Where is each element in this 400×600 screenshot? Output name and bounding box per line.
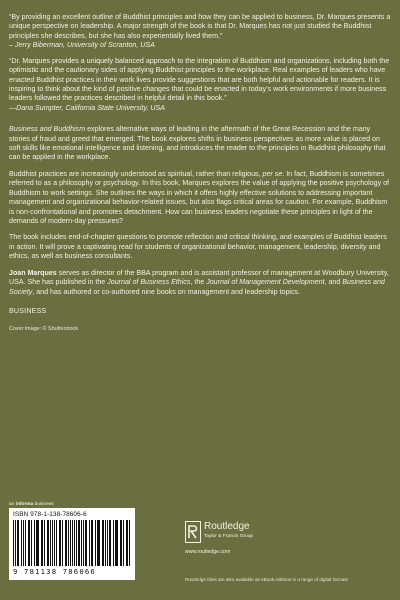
imprint-name: informa bbox=[15, 502, 34, 507]
isbn-label: ISBN 978-1-138-78606-6 bbox=[13, 511, 87, 518]
barcode-area bbox=[9, 502, 159, 580]
barcode-icon bbox=[13, 520, 131, 566]
author-bio-text-4: , and has authored or co-authored nine books on management and leadership topics. bbox=[32, 287, 301, 296]
barcode-stripe bbox=[110, 520, 111, 566]
ean-number: 9 781138 786066 bbox=[13, 567, 96, 576]
barcode-stripe bbox=[29, 520, 30, 566]
description-paragraph-2 bbox=[9, 170, 391, 227]
barcode-stripe bbox=[76, 520, 77, 566]
imprint-suffix: business bbox=[33, 502, 54, 507]
endorsement-2-attribution: —Dana Sumpter, California State University, USA bbox=[9, 103, 165, 112]
author-name: Joan Marques bbox=[9, 268, 57, 277]
author-bio-text-1: serves as director of the BBA program and is assistant professor of management at Woodbury University, USA. She has published in the bbox=[9, 268, 389, 287]
description-paragraph-2-text-b: . In fact, Buddhism is sometimes referred to as a philosophy or psychology. In this book, Marques explores the value of applying the positive psychology of Buddhism to work settings. She outlines the ways in which it offers highly effective solutions to addressing important management and organizational behavior-related issues, but also flags critical areas for caution. For example, Buddhism is non-confrontational and promotes detachment. How can business leaders negotiate these principles in light of the demands of modern-day pressures? bbox=[9, 169, 389, 226]
journal-1: Journal of Business Ethics bbox=[107, 278, 191, 287]
endorsement-1-attribution: – Jerry Biberman, University of Scranton, USA bbox=[9, 41, 155, 50]
author-bio-text-3: , and bbox=[324, 278, 343, 287]
barcode-stripe bbox=[98, 520, 99, 566]
barcode-stripe bbox=[78, 520, 79, 566]
barcode-stripe bbox=[37, 520, 38, 566]
journal-2: Journal of Management Development bbox=[206, 278, 325, 287]
publisher-group: Taylor & Francis Group bbox=[204, 534, 254, 539]
barcode-stripe bbox=[23, 520, 24, 566]
barcode-stripe bbox=[52, 520, 53, 566]
barcode-stripe bbox=[92, 520, 93, 566]
ebook-availability-note: Routledge titles are also available as eBook editions in a range of digital formats bbox=[185, 577, 348, 582]
description-paragraph-2-text-a: Buddhist practices are increasingly understood as spiritual, rather than religious, bbox=[9, 169, 263, 178]
book-title: Business and Buddhism bbox=[9, 125, 86, 134]
barcode-stripe bbox=[18, 520, 19, 566]
description-paragraph-3: The book includes end-of-chapter questions to promote reflection and critical thinking, and examples of Buddhist leaders in action. It will prove a captivating read for students of organizational behavior, management, leadership, diversity and ethics, as well as business consultants. bbox=[9, 233, 387, 261]
barcode-stripe bbox=[44, 520, 45, 566]
barcode-stripe bbox=[31, 520, 32, 566]
description-paragraph-1-text: explores alternative ways of leading in the aftermath of the Great Recession and the many stories of fraud and greed that emerged. The book explores shifts in business perspectives as more value is placed on soft skills like emotional intelligence and listening, and introduces the reader to the principles in Buddhist philosophy that can be applied in the workplace. bbox=[9, 125, 386, 162]
imprint-prefix: an bbox=[9, 502, 16, 507]
barcode-stripe bbox=[123, 520, 124, 566]
publisher-url: www.routledge.com bbox=[185, 549, 231, 555]
endorsement-1 bbox=[9, 13, 391, 51]
endorsement-1-text: “By providing an excellent outline of Buddhist principles and how they can be applied to business, Dr. Marques presents a unique perspective on leadership. A major strength of the book is that Dr. Marques has not just studied the Buddhist principles she describes, but she has also experientially lived them.” bbox=[9, 13, 391, 40]
endorsement-2-text: “Dr. Marques provides a uniquely balanced approach to the integration of Buddhism and organizations, including both the optimistic and the cautionary sides of applying Buddhist principles to the workplace. Real examples of leaders who have enacted Buddhist practices in their work lives provide suggestions that are both helpful and actionable for readers. It is inspiring to think about the kind of positive changes that could be enacted in today’s work environments if more business leaders followed the practices described in helpful detail in this book.” bbox=[9, 56, 390, 103]
barcode-stripe bbox=[116, 520, 117, 566]
endorsement-2 bbox=[9, 57, 391, 114]
routledge-logo-icon bbox=[185, 521, 201, 543]
barcode-stripe bbox=[86, 520, 87, 566]
cover-text-column bbox=[9, 13, 391, 338]
author-bio-text-2: , the bbox=[190, 278, 207, 287]
journal-3: Business and Society bbox=[9, 278, 385, 296]
publisher-logo bbox=[185, 521, 325, 561]
barcode-stripe bbox=[70, 520, 71, 566]
description-paragraph-1 bbox=[9, 125, 391, 163]
cover-image-credit: Cover image: © Shutterstock bbox=[9, 326, 78, 333]
subject-category: BUSINESS bbox=[9, 306, 47, 315]
author-bio bbox=[9, 269, 391, 297]
informa-imprint bbox=[9, 502, 159, 507]
barcode-stripe bbox=[103, 520, 104, 566]
barcode-box bbox=[9, 508, 135, 580]
barcode-stripe bbox=[60, 520, 61, 566]
publisher-name: Routledge bbox=[204, 521, 250, 532]
barcode-stripe bbox=[54, 520, 55, 566]
description-paragraph-2-italic: per se bbox=[262, 169, 283, 178]
